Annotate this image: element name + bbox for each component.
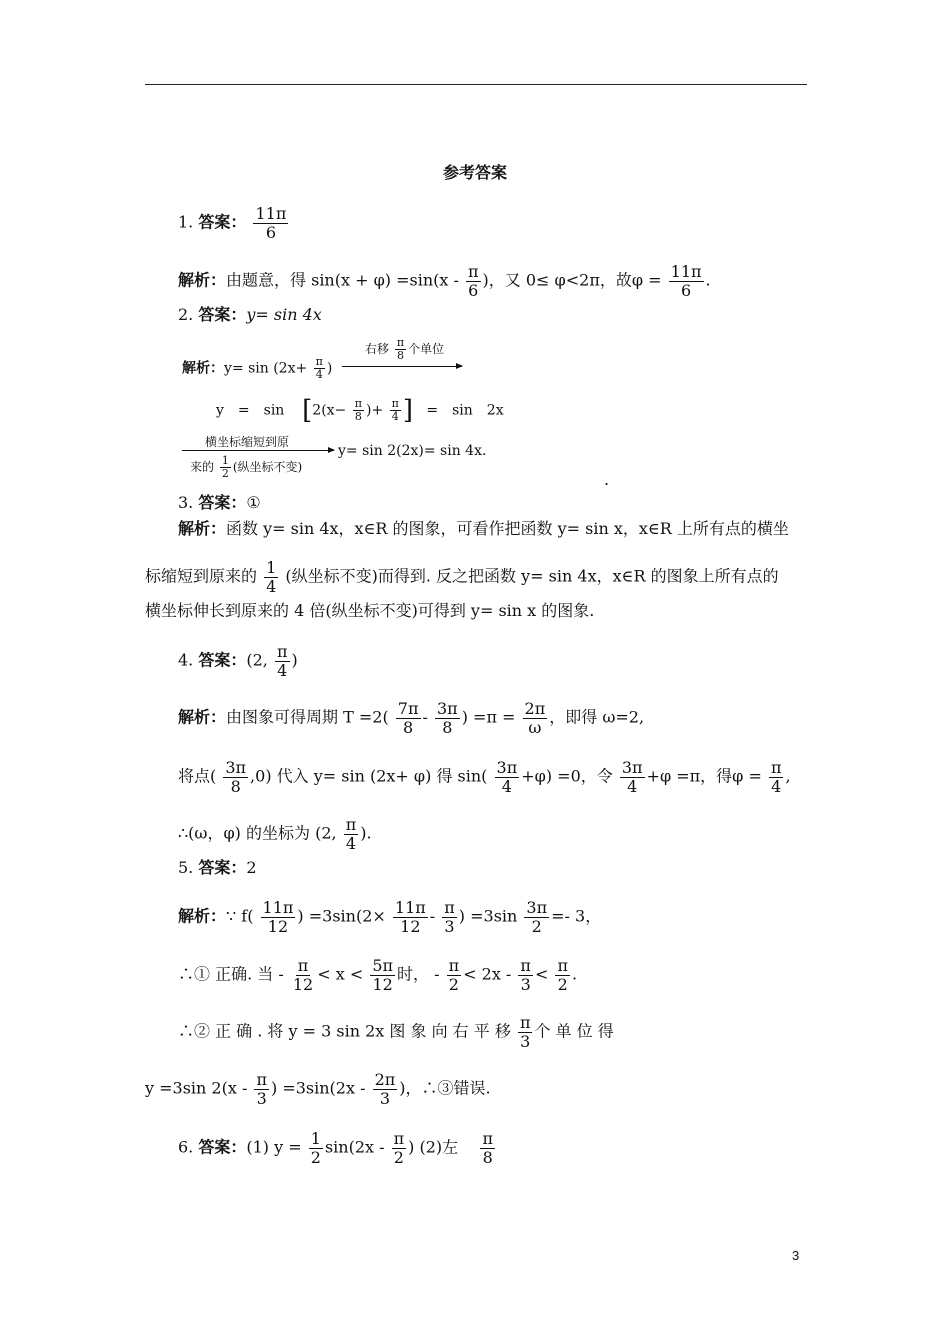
q2-analysis-line1: 解析：y= sin (2x+ $\frac{\pi}{4}$ ) <box>182 355 333 382</box>
q2-dot: . <box>604 470 610 489</box>
q6-answer: 6. 答案：(1) y = $\frac{1}{2}$ sin(2x - $\frac{\pi}{2}$ ) (2)左 $\frac{\pi}{8}$ <box>178 1129 493 1167</box>
q4-analysis-line3: ∴(ω，φ) 的坐标为 (2, $\frac{\pi}{4}$ ). <box>178 815 372 853</box>
page-title: 参考答案 <box>442 163 507 182</box>
q5-analysis-line1: 解析：∵ f( $\frac{11\pi}{12}$ ) =3sin(2× $\frac{11\pi}{12}$ - $\frac{\pi}{3}$ ) =3sin $\frac{3\pi}{2}$ =- 3， <box>178 898 602 936</box>
q5-analysis-line2: ∴① 正确. 当 - $\frac{\pi}{12}$ < x < $\frac{5\pi}{12}$ 时， - $\frac{\pi}{2}$ < 2x - $\frac{\pi}{3}$ < $\frac{\pi}{2}$ . <box>178 956 578 994</box>
q2-arrow2 <box>182 450 334 451</box>
q1-analysis: 解析：由题意，得 sin(x + φ) =sin(x - $\frac{\pi}{6}$ )，又 0≤ φ<2π，故φ = $\frac{11\pi}{6}$ . <box>178 262 711 300</box>
q5-analysis-line3: ∴② 正 确 . 将 y = 3 sin 2x 图 象 向 右 平 移 $\frac{\pi}{3}$ 个 单 位 得 <box>178 1013 614 1051</box>
q3-analysis-line3: 横坐标伸长到原来的 4 倍(纵坐标不变)可得到 y= sin x 的图象. <box>145 601 595 620</box>
q2-arrow2-top: 横坐标缩短到原 <box>205 435 290 449</box>
q2-answer: 2. 答案：y= sin 4x <box>178 305 322 324</box>
q4-answer: 4. 答案：(2, $\frac{\pi}{4}$ ) <box>178 642 298 680</box>
header-rule <box>145 84 807 85</box>
q3-analysis-line2: 标缩短到原来的 $\frac{1}{4}$ (纵坐标不变)而得到. 反之把函数 y= sin 4x，x∈R 的图象上所有点的 <box>145 558 779 596</box>
q2-arrow1-label: 右移 $\frac{\pi}{8}$ 个单位 <box>365 336 445 363</box>
q5-analysis-line4: y =3sin 2(x - $\frac{\pi}{3}$ ) =3sin(2x - $\frac{2\pi}{3}$ )，∴③错误. <box>145 1070 491 1108</box>
q5-answer: 5. 答案：2 <box>178 858 257 877</box>
q4-analysis-line2: 将点( $\frac{3\pi}{8}$ ,0) 代入 y= sin (2x+ φ) 得 sin( $\frac{3\pi}{4}$ +φ) =0，令 $\frac{3\pi}{4}$ +φ =π，得φ = $\frac{\pi}{4}$ , <box>178 758 791 796</box>
q2-arrow2-bottom: 来的 $\frac{1}{2}$ (纵坐标不变) <box>190 454 303 481</box>
q2-analysis-line3: y= sin 2(2x)= sin 4x. <box>338 443 487 459</box>
q2-arrow1 <box>342 366 462 367</box>
q3-analysis-line1: 解析：函数 y= sin 4x，x∈R 的图象，可看作把函数 y= sin x，x∈R 上所有点的横坐 <box>178 519 789 538</box>
q4-analysis-line1: 解析：由图象可得周期 T =2( $\frac{7\pi}{8}$ - $\frac{3\pi}{8}$ ) =π = $\frac{2\pi}{\omega}$ ，即得 ω=2, <box>178 699 645 737</box>
page-number: 3 <box>792 1248 800 1263</box>
q1-answer: 1. 答案： $\frac{11\pi}{6}$ <box>178 204 287 242</box>
q2-analysis-line2: y = sin [2(x− $\frac{\pi}{8}$ )+ $\frac{\pi}{4}$ ] = sin 2x <box>216 395 504 426</box>
q3-answer: 3. 答案：① <box>178 493 261 512</box>
